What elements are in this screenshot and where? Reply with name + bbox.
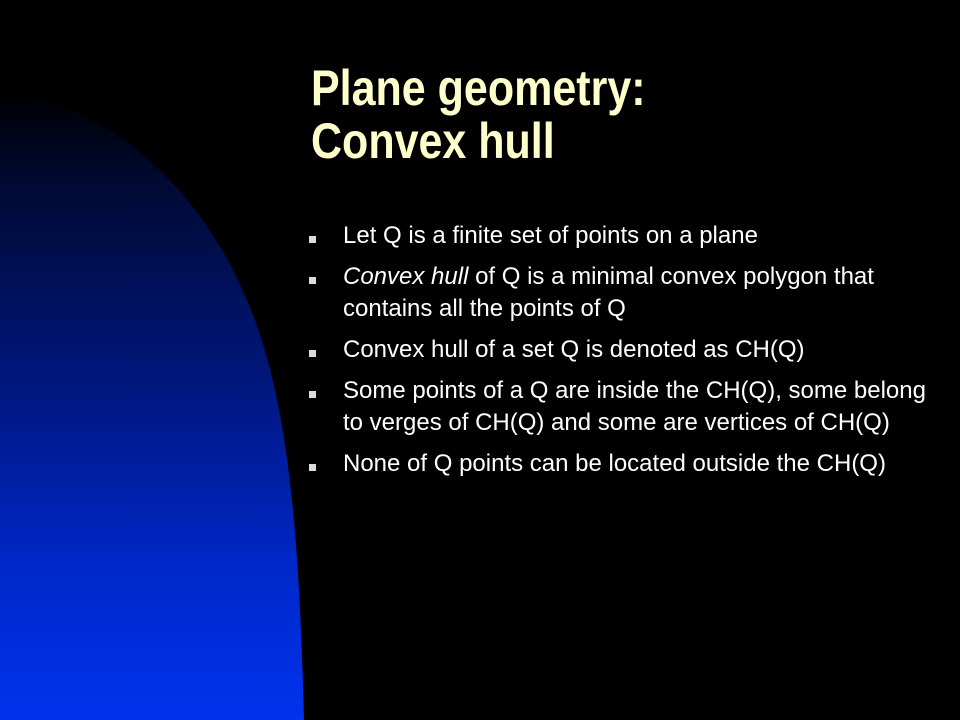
bullet-item-point-locations xyxy=(309,375,929,439)
square-bullet-icon xyxy=(309,236,316,243)
square-bullet-icon xyxy=(309,391,316,398)
bullet-item-notation xyxy=(309,334,929,366)
bullet-list xyxy=(309,220,929,489)
definition-term: Convex hull xyxy=(343,263,469,290)
bullet-item-no-outside-points xyxy=(309,448,929,480)
bullet-text-notation: Convex hull of a set Q is denoted as CH(Q) xyxy=(343,336,805,363)
slide-title-line-1: Plane geometry: xyxy=(311,60,646,116)
slide-title-line-2: Convex hull xyxy=(311,113,555,169)
square-bullet-icon xyxy=(309,350,316,357)
bullet-text-point-locations: Some points of a Q are inside the CH(Q), some belong to verges of CH(Q) and some are vertices of CH(Q) xyxy=(343,377,926,436)
square-bullet-icon xyxy=(309,277,316,284)
bullet-item-definition xyxy=(309,261,929,325)
bullet-item-finite-set xyxy=(309,220,929,252)
definition-text: of Q is a minimal convex polygon that contains all the points of Q xyxy=(343,263,874,322)
bullet-text-definition xyxy=(343,263,874,322)
blue-gradient-shape xyxy=(0,0,304,720)
square-bullet-icon xyxy=(309,464,316,471)
bullet-text-finite-set: Let Q is a finite set of points on a plane xyxy=(343,222,758,249)
bullet-text-no-outside-points: None of Q points can be located outside the CH(Q) xyxy=(343,450,886,477)
slide-title xyxy=(311,62,844,168)
